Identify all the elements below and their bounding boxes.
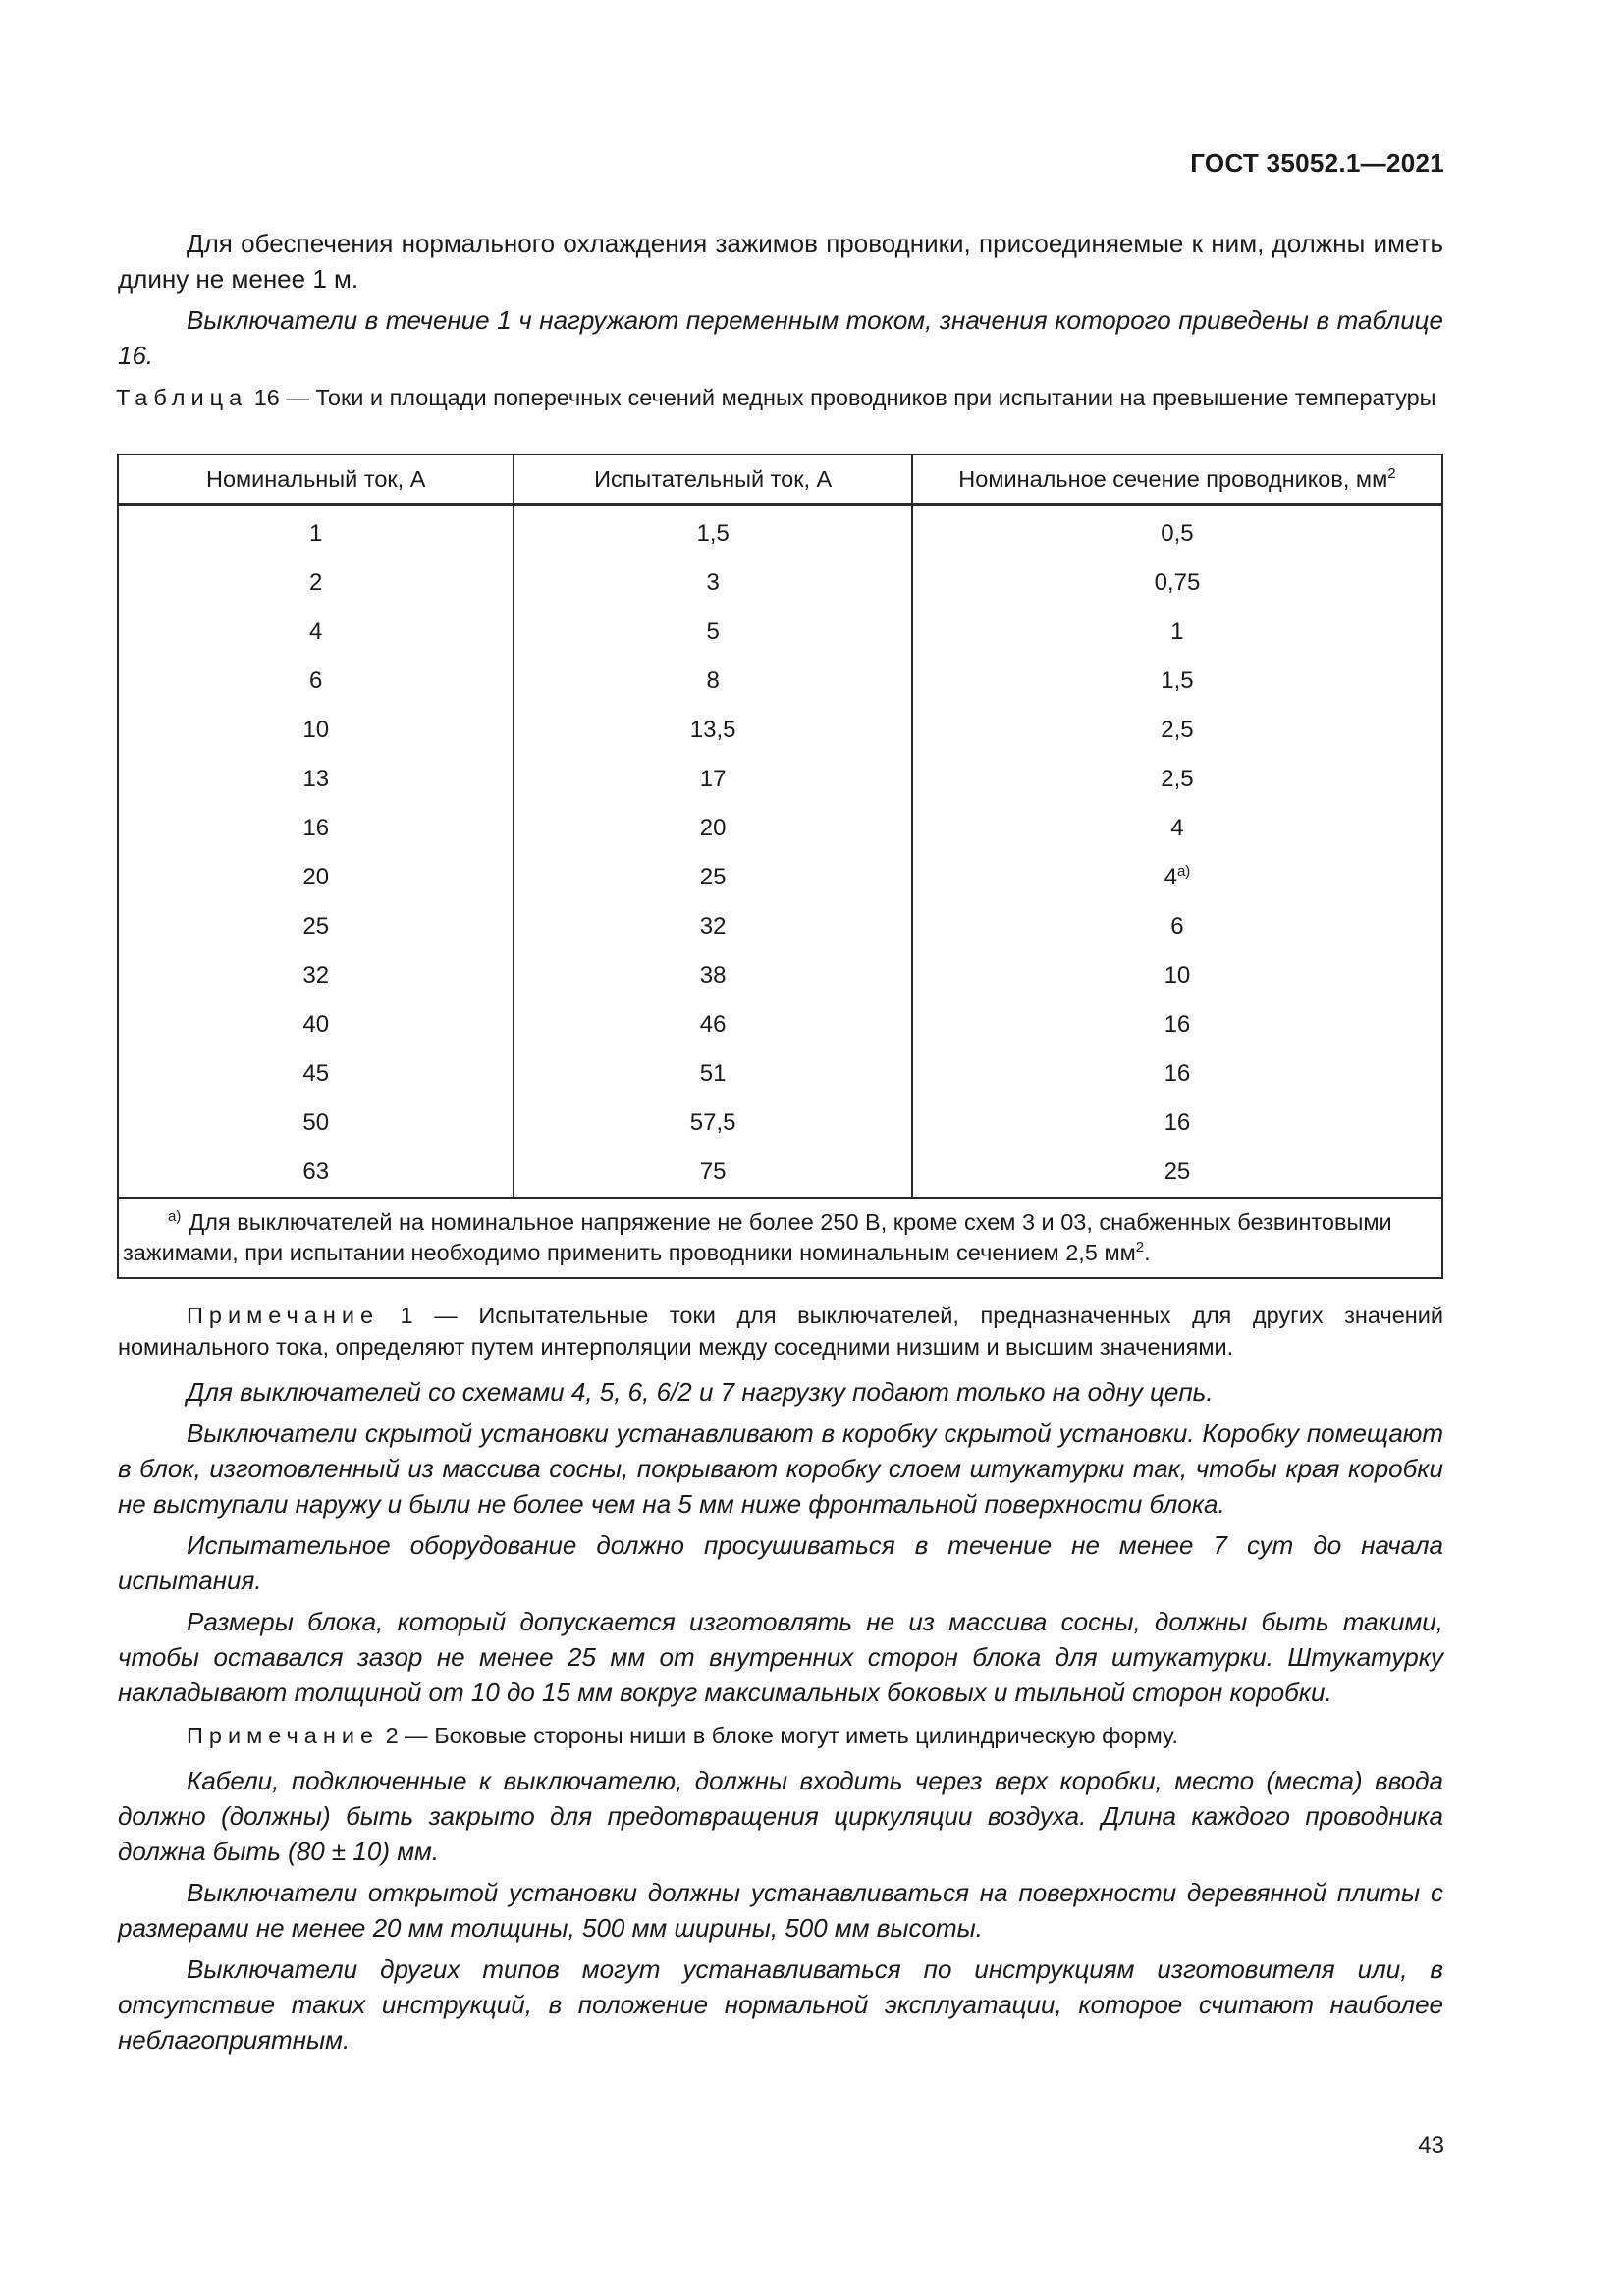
cell-rated-current: 45 <box>118 1049 514 1098</box>
paragraph-other-types: Выключатели других типов могут устанавливаться по инструкциям изготовителя или, в отсутствие таких инструкций, в положение нормальной эксплуатации, которое считают наиболее неблагоприятным. <box>118 1954 1443 2055</box>
paragraph-load: Выключатели в течение 1 ч нагружают переменным током, значения которого приведены в таблице 16. <box>118 305 1443 370</box>
table-row <box>118 559 1442 608</box>
cell-cross-section: 1 <box>912 608 1442 657</box>
cell-test-current: 3 <box>514 559 911 608</box>
cell-test-current: 1,5 <box>514 505 911 560</box>
table-body <box>118 505 1442 1199</box>
cell-test-current: 25 <box>514 853 911 902</box>
table-footnote-row <box>118 1198 1442 1278</box>
cell-rated-current: 6 <box>118 657 514 706</box>
cell-test-current: 57,5 <box>514 1098 911 1148</box>
cell-rated-current: 63 <box>118 1148 514 1198</box>
table-row <box>118 706 1442 755</box>
paragraph-schemes: Для выключателей со схемами 4, 5, 6, 6/2 и 7 нагрузку подают только на одну цепь. <box>187 1377 1214 1407</box>
currents-table <box>117 454 1443 1279</box>
table-row <box>118 1148 1442 1198</box>
cell-test-current: 13,5 <box>514 706 911 755</box>
cell-cross-section: 1,5 <box>912 657 1442 706</box>
table-row <box>118 657 1442 706</box>
cell-rated-current: 4 <box>118 608 514 657</box>
paragraph-surface-mounting: Выключатели открытой установки должны устанавливаться на поверхности деревянной плиты с размерами не менее 20 мм толщины, 500 мм ширины, 500 мм высоты. <box>118 1878 1443 1943</box>
table-caption-text: 16 — Токи и площади поперечных сечений медных проводников при испытании на превышение температуры <box>253 385 1436 410</box>
table-caption <box>116 383 1445 413</box>
cell-rated-current: 1 <box>118 505 514 560</box>
cell-cross-section: 16 <box>912 1098 1442 1148</box>
table-row <box>118 505 1442 560</box>
cell-cross-section: 10 <box>912 951 1442 1000</box>
column-header-cross-section: Номинальное сечение проводников, $мм^2$ <box>912 454 1442 505</box>
cell-footnote-mark: а) <box>1176 863 1191 880</box>
table-row <box>118 804 1442 853</box>
cell-rated-current: 10 <box>118 706 514 755</box>
column-header-rated-current: Номинальный ток, А <box>118 454 514 505</box>
cell-cross-section: 25 <box>912 1148 1442 1198</box>
paragraph-cooling: Для обеспечения нормального охлаждения зажимов проводники, присоединяемые к ним, должны иметь длину не менее 1 м. <box>118 229 1443 294</box>
paragraph-flush-mounting: Выключатели скрытой установки устанавливают в коробку скрытой установки. Коробку помещают в блок, изготовленный из массива сосны, покрывают коробку слоем штукатурки так, чтобы края коробки не выступали наружу и были не более чем на 5 мм ниже фронтальной поверхности блока. <box>118 1418 1443 1519</box>
intro-text <box>118 226 1443 379</box>
cell-rated-current: 13 <box>118 755 514 804</box>
cell-cross-section: 2,5 <box>912 755 1442 804</box>
paragraph-drying: Испытательное оборудование должно просушиваться в течение не менее 7 сут до начала испытания. <box>118 1530 1443 1595</box>
note-2: Примечание 2 — Боковые стороны ниши в блоке могут иметь цилиндрическую форму. <box>187 1723 1178 1748</box>
cell-test-current: 5 <box>514 608 911 657</box>
cell-rated-current: 2 <box>118 559 514 608</box>
cell-cross-section: $4^{а)}$ <box>912 853 1442 902</box>
notes-and-text <box>118 1300 1443 2063</box>
column-header-test-current: Испытательный ток, А <box>514 454 911 505</box>
table-row <box>118 1000 1442 1049</box>
paragraph-block-size: Размеры блока, который допускается изготовлять не из массива сосны, должны быть такими, чтобы оставался зазор не менее 25 мм от внутренних сторон блока для штукатурки. Штукатурку накладывают толщиной от 10 до 15 мм вокруг максимальных боковых и тыльной сторон коробки. <box>118 1607 1443 1707</box>
table-row <box>118 1098 1442 1148</box>
cell-rated-current: 16 <box>118 804 514 853</box>
cell-test-current: 75 <box>514 1148 911 1198</box>
paragraph-cables: Кабели, подключенные к выключателю, должны входить через верх коробки, место (места) ввода должно (должны) быть закрыто для предотвращения циркуляции воздуха. Длина каждого проводника должна быть (80 ± 10) мм. <box>118 1766 1443 1866</box>
table-row <box>118 902 1442 951</box>
table-row <box>118 608 1442 657</box>
footnote-mark: а) <box>168 1208 182 1225</box>
cell-test-current: 38 <box>514 951 911 1000</box>
cell-test-current: 8 <box>514 657 911 706</box>
cell-test-current: 17 <box>514 755 911 804</box>
cell-cross-section: 6 <box>912 902 1442 951</box>
table-row <box>118 853 1442 902</box>
table-footnote: $^{а)}$ Для выключателей на номинальное напряжение не более 250 В, кроме схем 3 и 03, снабженных безвинтовыми зажимами, при испытании необходимо применить проводники номинальным сечением 2,5 $мм^2$. <box>118 1198 1442 1278</box>
table-row <box>118 755 1442 804</box>
cell-cross-section: 16 <box>912 1000 1442 1049</box>
cell-rated-current: 50 <box>118 1098 514 1148</box>
table-row <box>118 951 1442 1000</box>
table-row <box>118 1049 1442 1098</box>
page-number: 43 <box>1418 2132 1444 2159</box>
table-caption-label: Таблица <box>116 385 248 410</box>
document-header: ГОСТ 35052.1—2021 <box>1190 148 1444 178</box>
cell-test-current: 32 <box>514 902 911 951</box>
cell-rated-current: 20 <box>118 853 514 902</box>
note-1: Примечание 1 — Испытательные токи для выключателей, предназначенных для других значений номинального тока, определяют путем интерполяции между соседними низшим и высшим значениями. <box>118 1303 1443 1360</box>
cell-cross-section: 2,5 <box>912 706 1442 755</box>
cell-test-current: 20 <box>514 804 911 853</box>
cell-cross-section: 0,75 <box>912 559 1442 608</box>
cell-rated-current: 40 <box>118 1000 514 1049</box>
cell-cross-section: 0,5 <box>912 505 1442 560</box>
table-header-row <box>118 454 1442 505</box>
cell-rated-current: 25 <box>118 902 514 951</box>
cell-cross-section: 16 <box>912 1049 1442 1098</box>
cell-test-current: 51 <box>514 1049 911 1098</box>
cell-cross-section: 4 <box>912 804 1442 853</box>
cell-rated-current: 32 <box>118 951 514 1000</box>
cell-test-current: 46 <box>514 1000 911 1049</box>
